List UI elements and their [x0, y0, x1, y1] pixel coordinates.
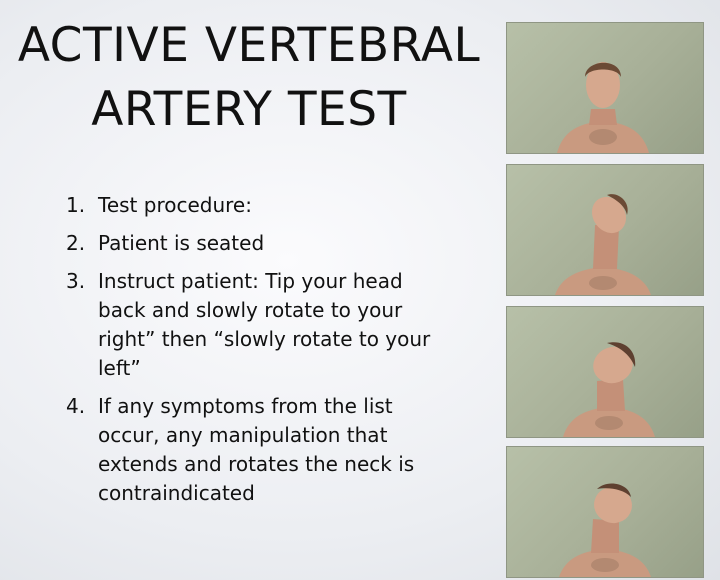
list-item [66, 267, 446, 383]
list-item-number: 2. [66, 231, 86, 255]
list-item-text: Test procedure: [98, 193, 252, 217]
list-item-text: Instruct patient: Tip your head back and slowly rotate to your right” then “slowly rotate to your left” [98, 269, 431, 380]
list-item [66, 191, 446, 220]
slide-title-line-2: ARTERY TEST [91, 82, 407, 137]
list-item-number: 4. [66, 394, 86, 418]
slide-title [0, 14, 498, 142]
list-item [66, 229, 446, 258]
photo-head-rotated-right [506, 306, 704, 438]
patient-figure [507, 447, 703, 577]
patient-figure [507, 307, 703, 437]
list-item-number: 3. [66, 269, 86, 293]
list-item [66, 392, 446, 508]
photo-head-rotated-left [506, 446, 704, 578]
slide-title-line-1: ACTIVE VERTEBRAL [17, 18, 481, 73]
patient-figure [507, 165, 703, 295]
photo-head-neutral [506, 22, 704, 154]
list-item-text: If any symptoms from the list occur, any manipulation that extends and rotates the neck is contraindicated [98, 394, 415, 505]
procedure-list [66, 191, 446, 517]
patient-figure [507, 23, 703, 153]
photo-head-tipped-back [506, 164, 704, 296]
list-item-number: 1. [66, 193, 86, 217]
list-item-text: Patient is seated [98, 231, 265, 255]
